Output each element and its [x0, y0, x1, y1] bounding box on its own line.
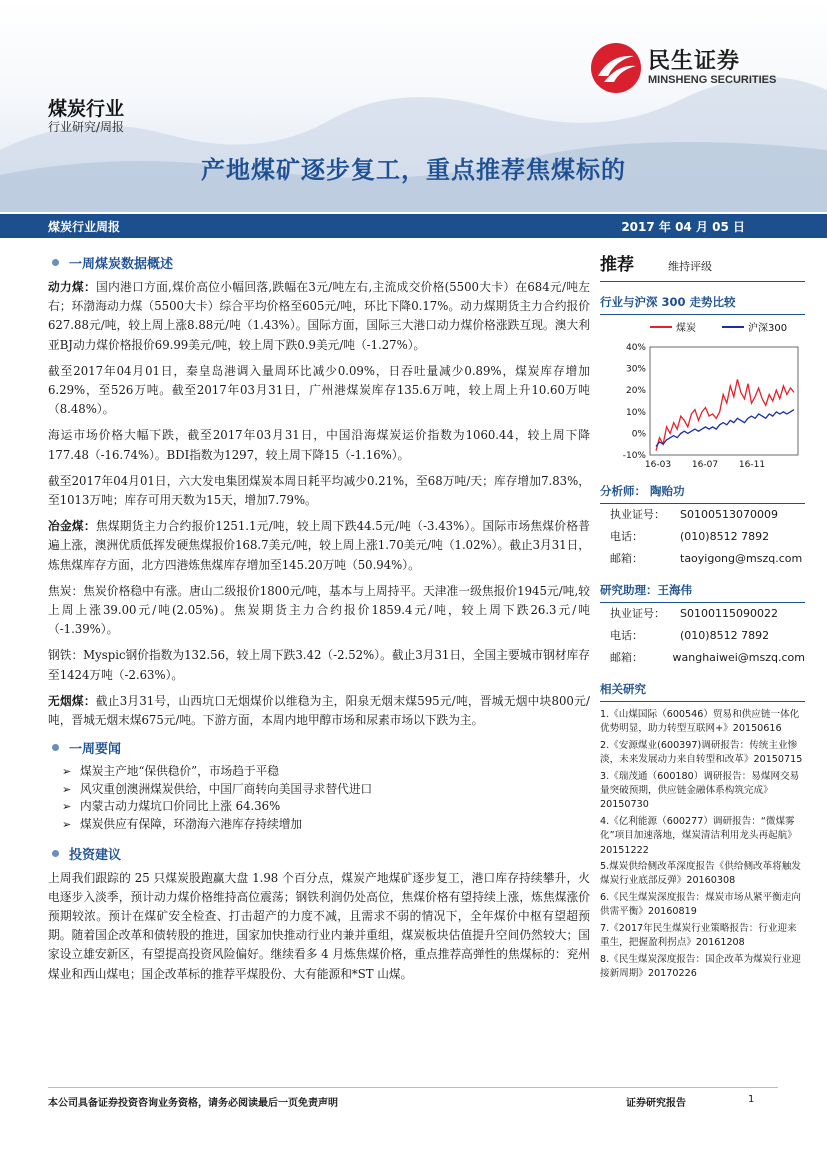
- news-item: ➢ 内蒙古动力煤坑口价同比上涨 64.36%: [62, 798, 590, 816]
- rating-note: 维持评级: [668, 260, 712, 273]
- report-type: 行业研究/周报: [48, 120, 125, 134]
- info-row: 邮箱： wanghaiwei@mszq.com: [600, 647, 805, 669]
- related-title: 相关研究: [600, 681, 805, 702]
- report-header: [0, 0, 827, 212]
- x-tick-label: 16-03: [644, 460, 672, 470]
- info-row: 电话： (010)8512 7892: [610, 530, 770, 543]
- legend-label: 沪深300: [748, 323, 788, 334]
- info-row: 电话： (010)8512 7892: [610, 629, 770, 642]
- y-tick-label: -10%: [622, 451, 646, 461]
- news-item: ➢ 风灾重创澳洲煤炭供给，中国厂商转向美国寻求替代进口: [62, 781, 590, 799]
- company-logo: [590, 42, 776, 94]
- paragraph: [48, 517, 590, 575]
- title-band: [0, 214, 827, 238]
- email-link[interactable]: taoyigong@mszq.com: [680, 552, 803, 565]
- paragraph: 焦炭：焦炭价格稳中有涨。唐山二级报价1800元/吨，基本与上周持平。天津准一级焦报价1945元/吨,较上周上涨39.00元/吨(2.05%)。焦炭期货主力合约报价1859.4元/吨，较上周下跌26.3元/吨（-1.39%）。: [48, 583, 590, 637]
- y-tick-label: 20%: [625, 386, 646, 397]
- para-text: 截止3月31号，山西坑口无烟煤价以维稳为主，阳泉无烟末煤595元/吨，晋城无烟中块800元/吨，晋城无烟末煤675元/吨。下游方面，本周内地甲醇市场和尿素市场以下跌为主。: [48, 693, 590, 728]
- news-item: ➢ 煤炭供应有保障，环渤海六港库存持续增加: [62, 816, 590, 834]
- report-title: 产地煤矿逐步复工，重点推荐焦煤标的: [201, 156, 626, 184]
- news-list: [62, 763, 590, 833]
- rating: 推荐: [600, 255, 634, 275]
- bullet-icon: [52, 259, 59, 266]
- trend-chart: [600, 315, 805, 475]
- section-title: 投资建议: [69, 847, 122, 863]
- page-footer: [48, 1087, 778, 1109]
- main-column: [48, 253, 590, 991]
- logo-cn: 民生证券: [648, 48, 741, 74]
- related-item[interactable]: 2.《安源煤业(600397)调研报告：传统主业惨淡，未来发展动力来自转型和改革》20150715: [600, 739, 803, 766]
- analyst-title: 分析师： 陶贻功: [600, 483, 805, 504]
- legend-label: 煤炭: [676, 323, 696, 334]
- para-text: 国内港口方面,煤价高位小幅回落,跌幅在3元/吨左右,主流成交价格(5500大卡）在684元/吨左右；环渤海动力煤（5500大卡）综合平均价格至605元/吨，环比下降0.17%。动力煤期货主力合约报价627.88元/吨，较上周上涨8.88元/吨（1.43%）。国际方面，国际三大港口动力煤价格涨跌互现。澳大利亚BJ动力煤价格报价69.99美元/吨，较上周下跌0.9美元/吨（-1.27%）。: [48, 280, 590, 352]
- news-item: ➢ 煤炭主产地“保供稳价”，市场趋于平稳: [62, 763, 590, 781]
- page-number: 1: [748, 1094, 755, 1105]
- band-category: 煤炭行业周报: [48, 220, 121, 234]
- paragraph: 钢铁：Myspic钢价指数为132.56，较上周下跌3.42（-2.52%）。截止3月31日，全国主要城市钢材库存至1424万吨（-2.63%）。: [48, 648, 590, 682]
- para-label: 冶金煤：: [48, 519, 96, 534]
- para-label: 动力煤：: [48, 280, 97, 294]
- section-heading: [48, 253, 590, 272]
- logo-en: MINSHENG SECURITIES: [648, 73, 777, 86]
- x-tick-label: 16-11: [738, 460, 766, 470]
- plot-frame: [650, 347, 798, 455]
- assistant-title: 研究助理：王海伟: [600, 582, 805, 603]
- section-heading: [48, 738, 590, 757]
- related-item[interactable]: 8.《民生煤炭深度报告：国企改革为煤炭行业迎接新周期》20170226: [600, 953, 802, 979]
- band-date: 2017 年 04 月 05 日: [621, 220, 745, 234]
- related-item[interactable]: 3.《瑞茂通（600180）调研报告：易煤网交易量突破预期，供应链金融体系构筑完成》20150730: [600, 770, 800, 811]
- logo-mark-icon: [590, 42, 642, 94]
- related-item[interactable]: 7.《2017年民生煤炭行业策略报告：行业迎来重生，把握盈利拐点》20161208: [600, 922, 797, 949]
- related-item[interactable]: 5.煤炭供给侧改革深度报告《供给侧改革将触发煤炭行业底部反弹》20160308: [600, 861, 802, 887]
- assistant-info: [600, 603, 805, 669]
- paragraph: 截至2017年04月01日，六大发电集团煤炭本周日耗平均减少0.21%，至68万吨/天；库存增加7.83%，至1013万吨；库存可用天数为15天，增加7.79%。: [48, 473, 590, 508]
- y-tick-label: 40%: [625, 343, 646, 353]
- section-title: 一周要闻: [69, 742, 122, 758]
- rating-box: [600, 250, 805, 282]
- info-row: 执业证号： S0100513070009: [610, 508, 778, 521]
- sidebar: [600, 250, 805, 983]
- related-item[interactable]: 1.《山煤国际（600546）贸易和供应链一体化优势明显，助力转型互联网+》20150616: [600, 709, 800, 735]
- bullet-icon: [52, 744, 59, 751]
- info-row: 邮箱： taoyigong@mszq.com: [600, 548, 805, 570]
- footer-label: 证券研究报告: [626, 1098, 686, 1109]
- y-tick-label: 30%: [625, 364, 646, 375]
- paragraph: [48, 692, 590, 730]
- disclaimer-note: 本公司具备证券投资咨询业务资格，请务必阅读最后一页免责声明: [48, 1098, 338, 1109]
- related-item[interactable]: 6.《民生煤炭深度报告：煤炭市场从紧平衡走向供需平衡》20160819: [600, 891, 802, 918]
- analyst-info: [600, 504, 805, 570]
- advice-paragraph: 上周我们跟踪的 25 只煤炭股跑赢大盘 1.98 个百分点，煤炭产地煤矿逐步复工，港口库存持续攀升，火电逐步入淡季，预计动力煤价格维持高位震荡；钢铁利润仍处高位，焦煤价格有望持续上涨，炼焦煤涨价预期较浓。预计在煤矿安全检查、打击超产的力度不减，且需求不弱的情况下，全年煤价中枢有望超预期。随着国企改革和债转股的推进，国家加快推动行业内兼并重组，煤炭板块估值提升空间仍然较大；国家设立雄安新区，有望提高投资风险偏好。继续看多 4 月炼焦煤价格，重点推荐高弹性的焦煤标的：兖州煤业和西山煤电；国企改革标的推荐平煤股份、大有能源和*ST 山煤。: [48, 870, 590, 981]
- related-item[interactable]: 4.《亿利能源（600277）调研报告：“微煤雾化”项目加速落地，煤炭清洁利用龙头再起航》20151222: [600, 815, 797, 856]
- chart-title: 行业与沪深 300 走势比较: [600, 294, 805, 315]
- paragraph: 截至2017年04月01日，秦皇岛港调入量周环比减少0.09%，日吞吐量减少0.89%，煤炭库存增加6.29%，至526万吨。截至2017年03月31日，广州港煤炭库存135.6万吨，较上周上升10.60万吨（8.48%）。: [48, 363, 590, 417]
- y-tick-label: 10%: [625, 407, 646, 418]
- paragraph: [48, 278, 590, 355]
- info-row: 执业证号： S0100115090022: [610, 607, 778, 620]
- x-tick-label: 16-07: [691, 460, 719, 470]
- section-title: 一周煤炭数据概述: [69, 257, 174, 272]
- y-tick-label: 0%: [631, 429, 646, 440]
- section-heading: [48, 844, 590, 863]
- para-label: 无烟煤：: [48, 693, 96, 708]
- bullet-icon: [52, 850, 59, 857]
- para-text: 焦煤期货主力合约报价1251.1元/吨，较上周下跌44.5元/吨（-3.43%）。国际市场焦煤价格普遍上涨，澳洲优质低挥发硬焦煤报价168.7美元/吨，较上周上涨1.70美元/吨（1.02%）。截止3月31日，炼焦煤库存方面，北方四港炼焦煤库存增加至145.20万吨（50.94%）。: [48, 519, 590, 572]
- related-list: [600, 708, 805, 981]
- industry-name: 煤炭行业: [48, 98, 125, 120]
- paragraph: 海运市场价格大幅下跌，截至2017年03月31日，中国沿海煤炭运价指数为1060.44，较上周下降177.48（-16.74%）。BDI指数为1297，较上周下降15（-1.16%）。: [48, 428, 590, 462]
- email-link[interactable]: wanghaiwei@mszq.com: [672, 651, 805, 664]
